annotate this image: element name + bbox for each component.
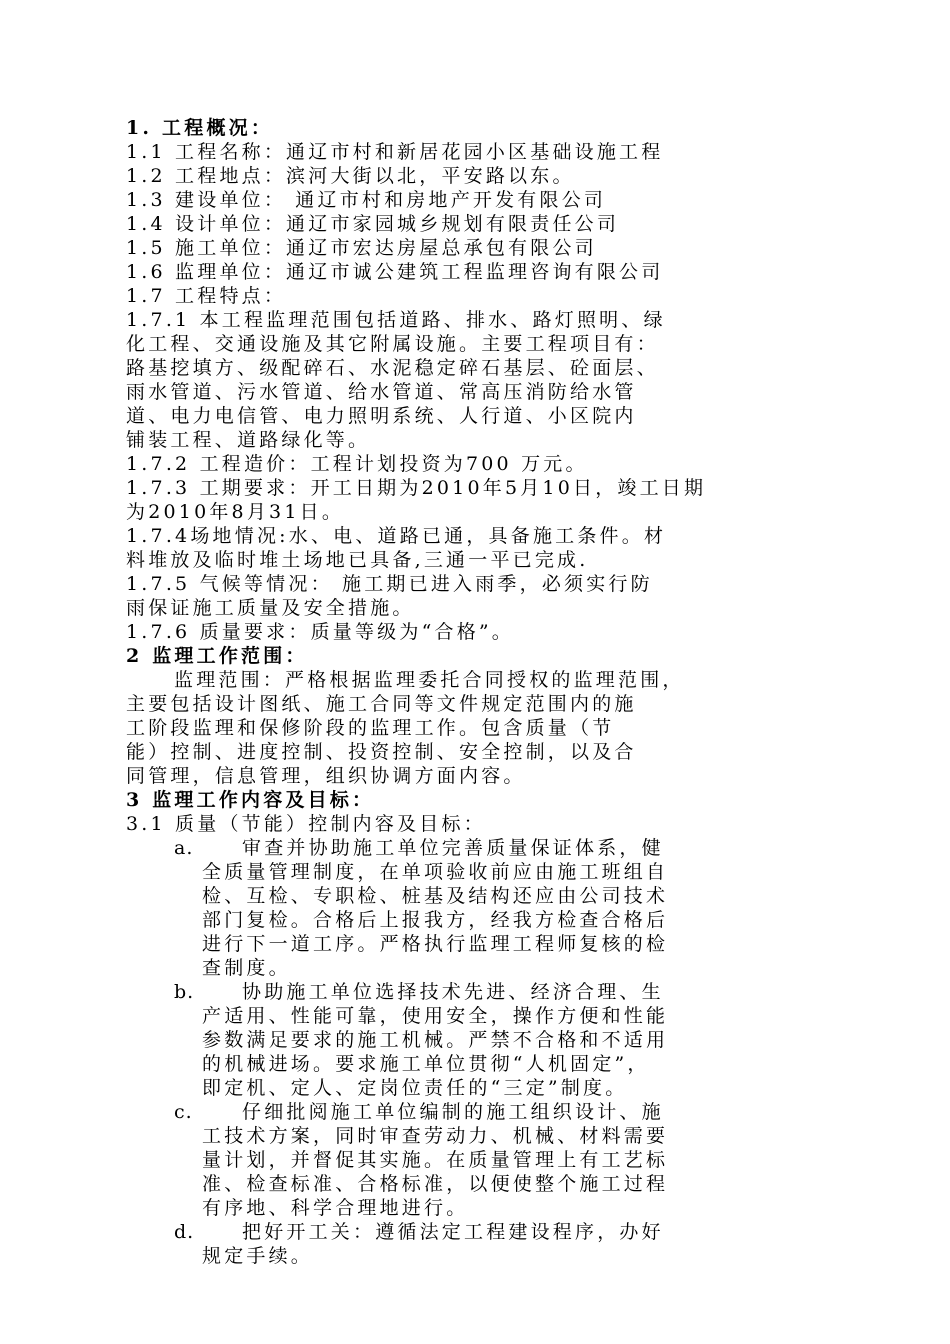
overview-item-designer: 1.4 设计单位：通辽市家园城乡规划有限责任公司 — [126, 213, 620, 235]
scope-line: 同管理，信息管理，组织协调方面内容。 — [126, 765, 526, 787]
overview-item-location: 1.2 工程地点：滨河大街以北，平安路以东。 — [126, 165, 575, 187]
list-item-line: 协助施工单位选择技术先进、经济合理、生 — [242, 981, 664, 1003]
scope-line: 监理范围：严格根据监理委托合同授权的监理范围， — [174, 669, 685, 691]
list-item-line: 工技术方案，同时审查劳动力、机械、材料需要 — [202, 1125, 669, 1147]
list-item-line: 全质量管理制度，在单项验收前应由施工班组自 — [202, 861, 669, 883]
list-item-line: 检、互检、专职检、桩基及结构还应由公司技术 — [202, 885, 669, 907]
overview-item-supervisor: 1.6 监理单位：通辽市诚公建筑工程监理咨询有限公司 — [126, 261, 664, 283]
list-item-text — [126, 1100, 842, 1220]
feature-line: 为2010年8月31日。 — [126, 501, 345, 523]
scope-line: 主要包括设计图纸、施工合同等文件规定范围内的施 — [126, 693, 637, 715]
overview-item-contractor: 1.5 施工单位：通辽市宏达房屋总承包有限公司 — [126, 237, 597, 259]
overview-item-features: 1.7 工程特点： — [126, 285, 287, 307]
feature-line: 雨水管道、污水管道、给水管道、常高压消防给水管 — [126, 381, 637, 403]
overview-item-owner: 1.3 建设单位： 通辽市村和房地产开发有限公司 — [126, 189, 607, 211]
feature-line: 1.7.1 本工程监理范围包括道路、排水、路灯照明、绿 — [126, 309, 666, 331]
list-item-line: 仔细批阅施工单位编制的施工组织设计、施 — [242, 1101, 664, 1123]
list-item-line: 量计划，并督促其实施。在质量管理上有工艺标 — [202, 1149, 669, 1171]
feature-line: 1.7.4场地情况:水、电、道路已通，具备施工条件。材 — [126, 525, 667, 547]
feature-line: 铺装工程、道路绿化等。 — [126, 429, 371, 451]
list-item-line: 产适用、性能可靠，使用安全，操作方便和性能 — [202, 1005, 669, 1027]
list-item-line: 把好开工关：遵循法定工程建设程序，办好 — [242, 1221, 664, 1243]
feature-line: 料堆放及临时堆土场地已具备,三通一平已完成. — [126, 549, 589, 571]
feature-line: 雨保证施工质量及安全措施。 — [126, 597, 415, 619]
subsection-heading-quality: 3.1 质量（节能）控制内容及目标： — [126, 813, 486, 835]
list-item-line: 的机械进场。要求施工单位贯彻“人机固定”， — [202, 1053, 650, 1075]
feature-line: 1.7.3 工期要求：开工日期为2010年5月10日，竣工日期 — [126, 477, 707, 499]
list-item-label: d. — [174, 1221, 195, 1243]
overview-item-name: 1.1 工程名称：通辽市村和新居花园小区基础设施工程 — [126, 141, 664, 163]
list-item-line: 有序地、科学合理地进行。 — [202, 1197, 469, 1219]
list-item-line: 规定手续。 — [202, 1245, 314, 1267]
section-heading-content: 3 监理工作内容及目标： — [126, 789, 375, 811]
list-item-line: 查制度。 — [202, 957, 291, 979]
list-item-d — [126, 1220, 842, 1268]
list-item-text — [126, 980, 842, 1100]
feature-line: 1.7.6 质量要求：质量等级为“合格”。 — [126, 621, 515, 643]
list-item-text — [126, 836, 842, 980]
list-item-line: 参数满足要求的施工机械。严禁不合格和不适用 — [202, 1029, 669, 1051]
list-item-c — [126, 1100, 842, 1220]
list-item-label: b. — [174, 981, 195, 1003]
scope-line: 工阶段监理和保修阶段的监理工作。包含质量（节 — [126, 717, 615, 739]
feature-line: 1.7.2 工程造价：工程计划投资为700 万元。 — [126, 453, 588, 475]
feature-line: 化工程、交通设施及其它附属设施。主要工程项目有： — [126, 333, 659, 355]
list-item-line: 准、检查标准、合格标准，以便使整个施工过程 — [202, 1173, 669, 1195]
feature-line: 1.7.5 气候等情况： 施工期已进入雨季，必须实行防 — [126, 573, 653, 595]
list-item-line: 即定机、定人、定岗位责任的“三定”制度。 — [202, 1077, 628, 1099]
list-item-a — [126, 836, 842, 980]
scope-line: 能）控制、进度控制、投资控制、安全控制，以及合 — [126, 741, 637, 763]
list-item-line: 审查并协助施工单位完善质量保证体系，健 — [242, 837, 664, 859]
document-body — [126, 116, 842, 1268]
list-item-label: c. — [174, 1101, 193, 1123]
feature-line: 路基挖填方、级配碎石、水泥稳定碎石基层、砼面层、 — [126, 357, 659, 379]
section-heading-scope: 2 监理工作范围： — [126, 645, 308, 667]
list-item-line: 进行下一道工序。严格执行监理工程师复核的检 — [202, 933, 669, 955]
list-item-line: 部门复检。合格后上报我方，经我方检查合格后 — [202, 909, 669, 931]
section-heading-overview: 1. 工程概况： — [126, 117, 274, 139]
feature-line: 道、电力电信管、电力照明系统、人行道、小区院内 — [126, 405, 637, 427]
list-item-text — [126, 1220, 842, 1268]
list-item-b — [126, 980, 842, 1100]
list-item-label: a. — [174, 837, 194, 859]
